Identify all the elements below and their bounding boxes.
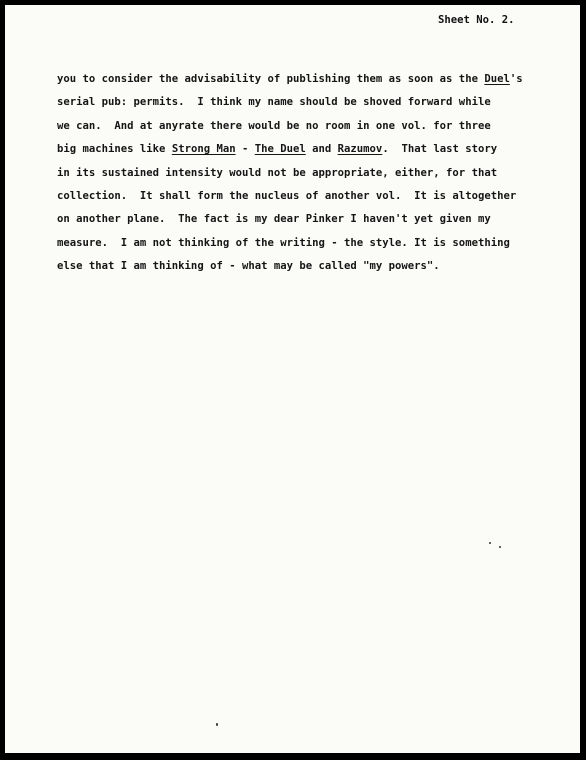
text-segment: we can. And at anyrate there would be no room in one vol. for three xyxy=(57,119,491,132)
text-segment: - xyxy=(235,143,255,156)
text-segment: measure. I am not thinking of the writing - the style. It is something xyxy=(57,236,510,249)
letter-line xyxy=(57,185,523,208)
text-segment: on another plane. The fact is my dear Pinker I haven't yet given my xyxy=(57,213,491,226)
underlined-title: Strong Man xyxy=(171,143,236,156)
text-segment: you to consider the advisability of publishing them as soon as the xyxy=(57,73,485,85)
letter-line xyxy=(57,91,523,114)
letter-line xyxy=(57,115,523,138)
underlined-title: Duel xyxy=(484,73,510,85)
letter-line xyxy=(57,255,523,278)
text-segment: big machines like xyxy=(57,143,172,156)
underlined-title: Razumov xyxy=(337,143,383,156)
text-segment: . That last story xyxy=(382,143,498,156)
text-segment: serial pub: permits. I think my name should be shoved forward while xyxy=(57,96,491,109)
text-segment: and xyxy=(305,143,338,156)
letter-line xyxy=(57,68,523,91)
scan-speck xyxy=(489,542,491,544)
letter-body xyxy=(57,68,523,279)
underlined-title: The Duel xyxy=(254,143,306,156)
text-segment: in its sustained intensity would not be appropriate, either, for that xyxy=(57,166,498,179)
letter-line xyxy=(57,138,523,161)
letter-line xyxy=(57,208,523,231)
text-segment: 's xyxy=(509,73,523,85)
letter-line xyxy=(57,162,523,185)
letter-page xyxy=(5,5,580,753)
scan-speck xyxy=(216,723,218,726)
text-segment: else that I am thinking of - what may be called "my powers". xyxy=(57,260,440,273)
text-segment: collection. It shall form the nucleus of another vol. It is altogether xyxy=(57,189,517,202)
letter-line xyxy=(57,232,523,255)
scan-speck xyxy=(499,546,501,548)
sheet-number: Sheet No. 2. xyxy=(438,14,515,26)
